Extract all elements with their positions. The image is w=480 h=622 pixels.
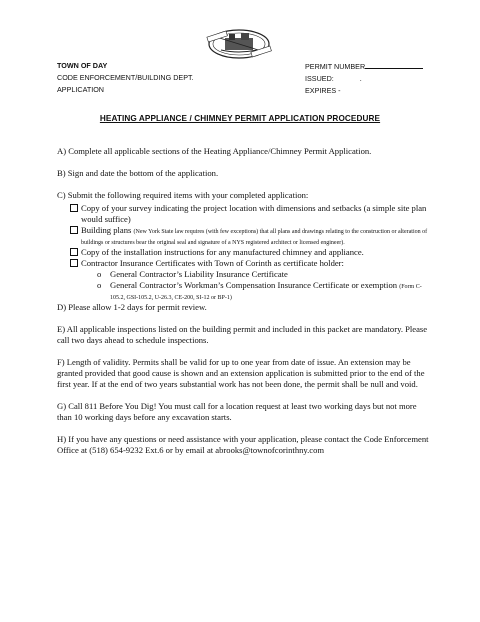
step-g: G) Call 811 Before You Dig! You must call for a location request at least two working days but not more than 10 working days before any excavation starts. (57, 401, 417, 422)
list-item: Copy of your survey indicating the project location with dimensions and setbacks (a simple site plan would suffice) (70, 203, 432, 225)
required-items-list (57, 203, 432, 269)
issued-mark: . (359, 74, 362, 83)
step-h: H) If you have any questions or need assistance with your application, please contact the Code Enforcement Office at (518) 654-9232 Ext.6 or by email at abrooks@townofcorinthny.com (57, 434, 429, 455)
expires-label: EXPIRES (305, 86, 337, 95)
procedure-body (57, 146, 432, 467)
list-item: o General Contractor’s Workman’s Compensation Insurance Certificate or exemption (Form C-105.2, GSI-105.2, U-26.3, CE-200, SI-12 or BP-1) (97, 280, 422, 301)
form-type: APPLICATION (57, 85, 104, 94)
checkbox-icon (70, 204, 78, 212)
checkbox-icon (70, 226, 78, 234)
step-f: F) Length of validity. Permits shall be valid for up to one year from date of issue. An extension may be granted provided that good cause is shown and an extension application is submitted prior to the end of the first year. If at the end of two years substantial work has not been done, the permit shall be null and void. (57, 357, 425, 389)
list-item (70, 225, 432, 247)
page-title: HEATING APPLIANCE / CHIMNEY PERMIT APPLICATION PROCEDURE (99, 114, 381, 123)
step-e: E) All applicable inspections listed on the building permit and included in this packet are mandatory. Please call two days ahead to schedule inspections. (57, 324, 428, 345)
step-c (57, 190, 432, 302)
circle-bullet-icon: o (97, 269, 102, 279)
list-item: o General Contractor’s Liability Insurance Certificate (97, 269, 288, 279)
exemption-forms-note: (Form C-105.2, GSI-105.2, U-26.3, CE-200, SI-12 or BP-1) (110, 284, 422, 301)
expires-mark: - (338, 86, 341, 95)
circle-bullet-icon: o (97, 280, 102, 290)
building-plans-note: (New York State law requires (with few exceptions) that all plans and drawings relating to the construction or alteration of buildings or structures bear the original seal and signature of a NYS registered architect or licensed engineer). (81, 229, 428, 246)
permit-number-row (305, 60, 423, 73)
list-item: Contractor Insurance Certificates with Town of Corinth as certificate holder: (70, 258, 432, 269)
permit-number-label: PERMIT NUMBER (305, 62, 366, 71)
department-name: CODE ENFORCEMENT/BUILDING DEPT. (57, 73, 194, 82)
step-b: B) Sign and date the bottom of the application. (57, 168, 219, 178)
issued-row (305, 73, 423, 85)
list-item: Copy of the installation instructions for any manufactured chimney and appliance. (70, 247, 432, 258)
header-left (57, 60, 194, 96)
step-a: A) Complete all applicable sections of the Heating Appliance/Chimney Permit Application. (57, 146, 372, 156)
checkbox-icon (70, 248, 78, 256)
town-seal-logo (205, 24, 273, 64)
issued-label: ISSUED: (305, 74, 334, 83)
town-name: TOWN OF DAY (57, 61, 108, 70)
header-right (305, 60, 423, 97)
step-d: D) Please allow 1-2 days for permit review. (57, 302, 207, 312)
step-c-intro: C) Submit the following required items with your completed application: (57, 190, 309, 200)
building-plans-label: Building plans (81, 225, 132, 235)
permit-number-field[interactable] (365, 60, 423, 69)
checkbox-icon (70, 259, 78, 267)
expires-row (305, 85, 423, 97)
insurance-sublist (57, 269, 432, 302)
